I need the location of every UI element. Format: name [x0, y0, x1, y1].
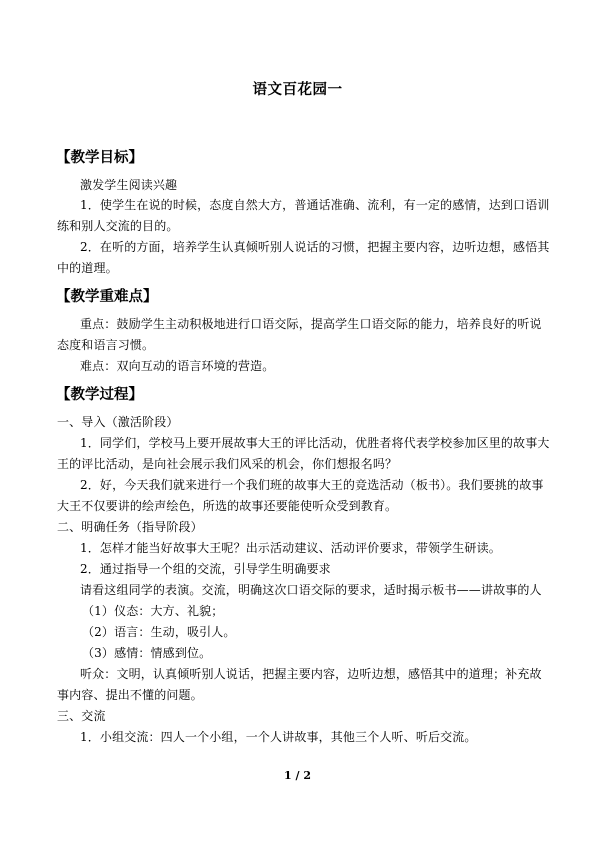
paragraph-line: 激发学生阅读兴趣 [80, 178, 178, 192]
paragraph-line: 大王不仅要讲的绘声绘色，所选的故事还要能使听众受到教育。 [57, 499, 398, 513]
paragraph-line: 态度和语言习惯。 [57, 338, 155, 352]
list-item: （3）感情：情感到位。 [82, 646, 212, 660]
paragraph-line: 中的道理。 [57, 261, 118, 275]
section-heading-process: 【教学过程】 [56, 386, 143, 403]
section-heading-key-points: 【教学重难点】 [56, 288, 158, 305]
paragraph-line: 2．好，今天我们就来进行一个我们班的故事大王的竞选活动（板书）。我们要挑的故事 [80, 478, 544, 492]
paragraph-line: 事内容、提出不懂的问题。 [57, 688, 203, 702]
paragraph-line: 王的评比活动，是向社会展示我们风采的机会，你们想报名吗？ [57, 457, 398, 471]
paragraph-line: 难点：双向互动的语言环境的营造。 [80, 359, 275, 373]
paragraph-line: 2．在听的方面，培养学生认真倾听别人说话的习惯，把握主要内容，边听边想，感悟其 [80, 240, 550, 254]
page-title: 语文百花园一 [252, 81, 343, 98]
paragraph-line: 重点：鼓励学生主动积极地进行口语交际，提高学生口语交际的能力，培养良好的听说 [80, 317, 542, 331]
section-heading-goals: 【教学目标】 [56, 149, 143, 166]
paragraph-line: 练和别人交流的目的。 [57, 219, 179, 233]
list-item: （2）语言：生动，吸引人。 [82, 625, 236, 639]
paragraph-line: 1．怎样才能当好故事大王呢？出示活动建议、活动评价要求，带领学生研读。 [80, 541, 501, 555]
paragraph-line: 听众：文明，认真倾听别人说话，把握主要内容，边听边想，感悟其中的道理；补充故 [80, 667, 542, 681]
step-heading: 一、导入（激活阶段） [57, 415, 179, 429]
step-heading: 二、明确任务（指导阶段） [57, 520, 203, 534]
paragraph-line: 2．通过指导一个组的交流，引导学生明确要求 [80, 562, 331, 576]
paragraph-line: 请看这组同学的表演。交流，明确这次口语交际的要求，适时揭示板书——讲故事的人 [80, 583, 542, 597]
paragraph-line: 1．同学们，学校马上要开展故事大王的评比活动，优胜者将代表学校参加区里的故事大 [80, 436, 550, 450]
list-item: （1）仪态：大方、礼貌； [82, 604, 224, 618]
step-heading: 三、交流 [57, 709, 106, 723]
paragraph-line: 1．小组交流：四人一个小组，一个人讲故事，其他三个人听、听后交流。 [80, 730, 477, 744]
page-number: 1 / 2 [284, 769, 311, 782]
paragraph-line: 1．使学生在说的时候，态度自然大方，普通话准确、流利，有一定的感情，达到口语训 [80, 198, 550, 212]
